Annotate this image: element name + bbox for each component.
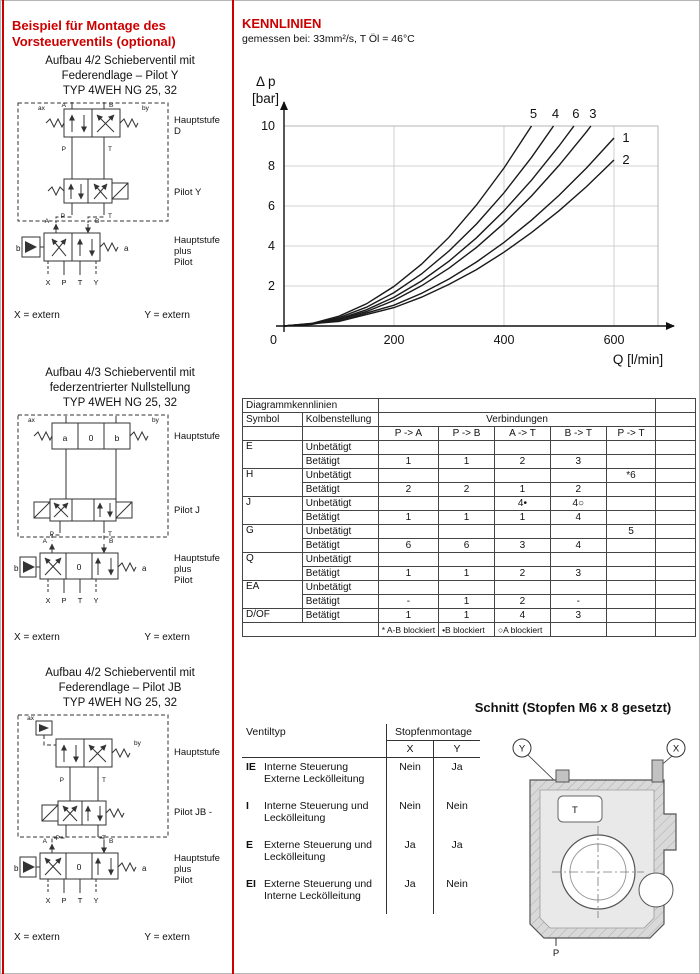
port-label-y: Y	[93, 595, 99, 605]
value-cell: 1	[439, 455, 495, 469]
footnote-cell: ○A blockiert	[494, 623, 550, 637]
heading-line: Aufbau 4/2 Schieberventil mit	[45, 667, 195, 679]
port-label-a: A	[61, 101, 66, 109]
heading-line: Federendlage – Pilot JB	[58, 681, 182, 694]
spring-label-a: a	[124, 243, 129, 253]
value-cell	[494, 469, 550, 483]
value-cell: 3	[550, 455, 606, 469]
value-cell: 1	[439, 511, 495, 525]
spool-label-0: 0	[76, 561, 82, 572]
stopfen-x-value: Ja	[387, 836, 434, 875]
table-cell	[606, 623, 656, 637]
pilot-valve	[42, 801, 124, 833]
value-cell	[378, 497, 438, 511]
value-cell	[606, 483, 656, 497]
value-cell	[378, 553, 438, 567]
heading-line: TYP 4WEH NG 25, 32	[62, 696, 178, 709]
table-cell	[550, 623, 606, 637]
state-cell: Betätigt	[302, 595, 378, 609]
state-cell: Betätigt	[302, 511, 378, 525]
spool-label-a: a	[62, 432, 68, 443]
value-cell	[550, 553, 606, 567]
chart-grid	[284, 126, 658, 326]
value-cell	[606, 595, 656, 609]
extern-note-row	[14, 310, 190, 321]
port-label-t: T	[102, 834, 106, 842]
value-cell	[378, 469, 438, 483]
extern-note-row	[14, 632, 190, 643]
side-label-plus: plus	[174, 245, 192, 257]
value-cell	[606, 455, 656, 469]
value-cell: 3	[494, 539, 550, 553]
port-label-y: Y	[93, 895, 99, 905]
port-label-a: A	[44, 217, 49, 225]
value-cell	[494, 581, 550, 595]
table-cell	[656, 539, 696, 553]
value-cell	[494, 553, 550, 567]
curve-label-3: 3	[589, 106, 597, 121]
col-header-stopfenmontage: Stopfenmontage	[387, 724, 481, 741]
heading-line: TYP 4WEH NG 25, 32	[62, 396, 178, 409]
value-cell: -	[378, 595, 438, 609]
value-cell: 2	[494, 455, 550, 469]
stopfen-x-value: Nein	[387, 797, 434, 836]
symbol-cell: E	[243, 441, 303, 469]
port-label-t: T	[102, 776, 106, 784]
value-cell	[439, 525, 495, 539]
heading-line: Aufbau 4/3 Schieberventil mit	[45, 367, 195, 379]
value-cell: 4○	[550, 497, 606, 511]
value-cell: 2	[550, 483, 606, 497]
table-cell	[656, 441, 696, 455]
value-cell	[378, 441, 438, 455]
table-cell	[656, 399, 696, 413]
value-cell	[550, 525, 606, 539]
callout-y-label: Y	[518, 743, 526, 755]
value-cell	[550, 581, 606, 595]
heading-line: TYP 4WEH NG 25, 32	[62, 84, 178, 97]
side-label-pilot: Pilot JB -	[174, 806, 213, 818]
pilot-valve	[34, 499, 132, 529]
value-cell: 1	[378, 567, 438, 581]
symbol-cell: J	[243, 497, 303, 525]
extern-y-note: Y = extern	[144, 631, 190, 643]
port-label-b: B	[109, 837, 114, 845]
ventiltyp-code: E	[246, 839, 254, 851]
ventiltyp-code: IE	[246, 761, 256, 773]
side-label-plus: plus	[174, 863, 192, 875]
solenoid-label-ax: ax	[38, 104, 45, 112]
side-bore	[639, 873, 673, 907]
side-label-hauptstufe-plus: Hauptstufe	[174, 852, 220, 864]
side-label-hauptstufe-plus: Hauptstufe	[174, 552, 220, 564]
curve-label-4: 4	[551, 106, 560, 121]
value-cell	[606, 609, 656, 623]
desc-line: Interne Leckölleitung	[264, 890, 361, 902]
stopfen-x-value: Ja	[387, 875, 434, 914]
ventiltyp-desc-cell	[242, 797, 387, 836]
value-cell	[606, 511, 656, 525]
port-label-a: A	[42, 837, 47, 845]
pilot-valve	[48, 179, 128, 211]
port-label-p: P	[55, 834, 60, 842]
dtable-title: Diagrammkennlinien	[243, 399, 379, 413]
section-4-3	[8, 366, 232, 643]
port-label-t: T	[108, 145, 112, 153]
extern-y-note: Y = extern	[144, 309, 190, 321]
value-cell: 2	[378, 483, 438, 497]
stopfen-y-value: Nein	[446, 878, 468, 890]
side-label-hauptstufe: Hauptstufe	[174, 114, 220, 126]
hydraulic-schematic-3	[8, 711, 226, 925]
heading-line: Federendlage – Pilot Y	[61, 69, 179, 82]
extern-y-note: Y = extern	[144, 931, 190, 943]
table-cell	[378, 399, 656, 413]
stopfen-y-value: Ja	[451, 761, 463, 773]
value-cell	[550, 469, 606, 483]
table-cell	[656, 567, 696, 581]
desc-line: Leckölleitung	[264, 812, 326, 824]
y-axis-title: [bar]	[252, 91, 280, 106]
state-cell: Unbetätigt	[302, 581, 378, 595]
port-label-t: T	[108, 212, 112, 220]
stopfen-y-value: Ja	[451, 839, 463, 851]
curve-label-6: 6	[572, 106, 580, 121]
port-label-t: T	[77, 595, 83, 605]
value-cell: 4•	[494, 497, 550, 511]
port-label-a: A	[42, 537, 47, 545]
state-cell: Unbetätigt	[302, 525, 378, 539]
p-port-label: P	[552, 948, 560, 959]
schnitt-drawing	[506, 722, 692, 962]
solenoid-label-ax: ax	[28, 416, 35, 424]
side-label-plus: plus	[174, 563, 192, 575]
value-cell	[606, 497, 656, 511]
sub-header-y: Y	[434, 741, 481, 758]
value-cell: 2	[494, 595, 550, 609]
ventiltyp-table	[242, 724, 480, 914]
callout-x-label: X	[672, 743, 680, 755]
state-cell: Betätigt	[302, 539, 378, 553]
desc-line: Leckölleitung	[264, 851, 326, 863]
desc-line: Externe Leckölleitung	[264, 773, 365, 785]
port-label-p: P	[61, 895, 67, 905]
solenoid-label-b: b	[14, 563, 19, 573]
value-cell: 4	[494, 609, 550, 623]
extern-note-row	[14, 932, 190, 943]
table-cell	[656, 595, 696, 609]
value-cell	[606, 553, 656, 567]
main-stage-valve	[36, 721, 130, 775]
port-label-p: P	[61, 595, 67, 605]
value-cell	[550, 441, 606, 455]
state-cell: Unbetätigt	[302, 441, 378, 455]
table-cell	[656, 553, 696, 567]
chart-tick-label: 200	[383, 333, 405, 347]
col-header-verbindungen: Verbindungen	[378, 413, 656, 427]
y-axis-title: Δ p	[256, 74, 276, 89]
value-cell: 6	[439, 539, 495, 553]
value-cell: 1	[378, 455, 438, 469]
spring-label-a: a	[142, 563, 147, 573]
side-label-pilot: Pilot Y	[174, 186, 202, 198]
port-label-b: B	[95, 217, 100, 225]
value-cell: -	[550, 595, 606, 609]
value-cell	[439, 497, 495, 511]
schnitt-heading: Schnitt (Stopfen M6 x 8 gesetzt)	[474, 700, 672, 715]
extern-x-note: X = extern	[14, 931, 60, 943]
desc-line: IE Interne Steuerung	[246, 761, 349, 773]
section-4-2-pilot-y	[8, 54, 232, 321]
callout-y	[513, 739, 558, 784]
state-cell: Unbetätigt	[302, 469, 378, 483]
ventiltyp-desc-cell	[242, 758, 387, 798]
left-title-line2: Vorsteuerventils (optional)	[12, 34, 176, 50]
value-cell	[494, 525, 550, 539]
col-header-kolbenstellung: Kolbenstellung	[302, 413, 378, 427]
plug-y	[556, 770, 569, 782]
port-label-x: X	[45, 277, 51, 287]
port-label-x: X	[45, 895, 51, 905]
section-4-2-pilot-jb	[8, 666, 232, 943]
sub-header-x: X	[387, 741, 434, 758]
kennlinien-chart	[240, 56, 680, 376]
port-label-x: X	[45, 595, 51, 605]
footnote-cell: * A-B blockiert	[378, 623, 438, 637]
curve-6	[284, 126, 574, 326]
value-cell	[439, 553, 495, 567]
ventiltyp-code: I	[246, 800, 249, 812]
heading-line: federzentrierter Nullstellung	[49, 381, 191, 394]
main-stage-valve	[46, 102, 138, 145]
symbol-cell: EA	[243, 581, 303, 609]
extern-x-note: X = extern	[14, 631, 60, 643]
value-cell	[606, 539, 656, 553]
curve-label-1: 1	[622, 130, 630, 145]
stopfen-y-value: Nein	[446, 800, 468, 812]
diagramm-kennlinien-table	[242, 398, 696, 637]
state-cell: Betätigt	[302, 567, 378, 581]
ventiltyp-desc-cell	[242, 836, 387, 875]
section-heading	[8, 366, 232, 411]
ventiltyp-code: EI	[246, 878, 256, 890]
port-label-p: P	[60, 212, 65, 220]
chart-tick-label: 8	[268, 159, 275, 173]
chart-tick-label: 400	[493, 333, 515, 347]
value-cell	[378, 581, 438, 595]
state-cell: Betätigt	[302, 609, 378, 623]
desc-line: EI Externe Steuerung und	[246, 878, 372, 890]
value-cell: 1	[439, 567, 495, 581]
table-cell	[656, 609, 696, 623]
conn-header: P -> B	[439, 427, 495, 441]
table-cell	[656, 581, 696, 595]
port-label-t: T	[108, 530, 112, 538]
value-cell: 3	[550, 567, 606, 581]
value-cell	[378, 525, 438, 539]
t-cavity	[558, 796, 602, 822]
left-column	[8, 0, 232, 974]
port-label-p: P	[61, 145, 66, 153]
value-cell	[439, 469, 495, 483]
value-cell: 1	[494, 483, 550, 497]
side-label-hauptstufe-d: D	[174, 125, 181, 137]
port-label-b: B	[109, 101, 114, 109]
col-header-symbol: Symbol	[243, 413, 303, 427]
left-title	[12, 18, 176, 51]
state-cell: Betätigt	[302, 483, 378, 497]
conn-header: A -> T	[494, 427, 550, 441]
conn-header: B -> T	[550, 427, 606, 441]
chart-tick-label: 0	[270, 333, 277, 347]
hydraulic-schematic-1	[8, 99, 226, 303]
col-header-ventiltyp: Ventiltyp	[242, 724, 387, 758]
heading-line: Aufbau 4/2 Schieberventil mit	[45, 55, 195, 67]
solenoid-label-by: by	[152, 416, 159, 424]
solenoid-label-b: b	[16, 243, 21, 253]
solenoid-label-by: by	[142, 104, 149, 112]
value-cell: *6	[606, 469, 656, 483]
state-cell: Betätigt	[302, 455, 378, 469]
value-cell	[439, 581, 495, 595]
symbol-cell: G	[243, 525, 303, 553]
table-cell	[656, 413, 696, 427]
symbol-cell: D/OF	[243, 609, 303, 623]
port-label-p: P	[61, 277, 67, 287]
value-cell: 5	[606, 525, 656, 539]
left-title-line1: Beispiel für Montage des	[12, 18, 166, 33]
curve-2	[284, 160, 614, 326]
section-heading	[8, 666, 232, 711]
spool-label-b: b	[114, 432, 120, 443]
value-cell: 1	[439, 609, 495, 623]
value-cell: 1	[378, 511, 438, 525]
desc-line: E Externe Steuerung und	[246, 839, 372, 851]
extern-x-note: X = extern	[14, 309, 60, 321]
curve-label-5: 5	[529, 106, 538, 121]
table-cell	[656, 483, 696, 497]
spool-label-0: 0	[88, 432, 94, 443]
solenoid-label-ax: ax	[27, 714, 34, 722]
combined-valve	[22, 224, 118, 275]
table-cell	[243, 427, 303, 441]
port-label-y: Y	[93, 277, 99, 287]
table-cell	[656, 469, 696, 483]
table-cell	[656, 511, 696, 525]
chart-tick-label: 600	[603, 333, 625, 347]
ventiltyp-desc-cell	[242, 875, 387, 914]
symbol-cell: Q	[243, 553, 303, 581]
spring-label-a: a	[142, 863, 147, 873]
t-port-label: T	[572, 805, 578, 816]
side-label-hauptstufe: Hauptstufe	[174, 430, 220, 442]
table-cell	[656, 623, 696, 637]
conn-header: P -> A	[378, 427, 438, 441]
state-cell: Unbetätigt	[302, 553, 378, 567]
table-cell	[656, 497, 696, 511]
value-cell: 2	[439, 483, 495, 497]
curve-4	[284, 126, 554, 326]
chart-curves	[284, 126, 614, 326]
spool-label-0: 0	[76, 861, 82, 872]
port-label-t: T	[77, 277, 83, 287]
value-cell: 6	[378, 539, 438, 553]
table-cell	[656, 525, 696, 539]
side-label-hauptstufe-plus: Hauptstufe	[174, 234, 220, 246]
side-label-pilot2: Pilot	[174, 874, 193, 886]
symbol-cell: H	[243, 469, 303, 497]
side-label-pilot2: Pilot	[174, 256, 193, 268]
value-cell: 4	[550, 539, 606, 553]
kennlinien-title: KENNLINIEN	[242, 16, 322, 31]
hydraulic-schematic-2	[8, 411, 226, 625]
spring-label-by: by	[134, 739, 141, 747]
curve-3	[284, 126, 591, 326]
kennlinien-subtitle: gemessen bei: 33mm²/s, T Öl = 46°C	[242, 33, 415, 45]
value-cell	[606, 581, 656, 595]
value-cell: 2	[494, 567, 550, 581]
solenoid-label-b: b	[14, 863, 19, 873]
plug-x	[652, 760, 663, 782]
right-column	[240, 0, 696, 974]
table-cell	[656, 427, 696, 441]
value-cell	[439, 441, 495, 455]
value-cell: 3	[550, 609, 606, 623]
state-cell: Unbetätigt	[302, 497, 378, 511]
value-cell	[606, 567, 656, 581]
port-label-p: P	[59, 776, 64, 784]
value-cell: 4	[550, 511, 606, 525]
side-label-hauptstufe: Hauptstufe	[174, 746, 220, 758]
value-cell	[494, 441, 550, 455]
table-cell	[302, 427, 378, 441]
port-label-p: P	[49, 530, 54, 538]
chart-tick-label: 6	[268, 199, 275, 213]
footnote-cell: •B blockiert	[439, 623, 495, 637]
conn-header: P -> T	[606, 427, 656, 441]
x-axis-title: Q [l/min]	[612, 352, 664, 367]
chart-tick-label: 4	[268, 239, 275, 253]
curve-label-2: 2	[622, 152, 630, 167]
side-label-pilot2: Pilot	[174, 574, 193, 586]
value-cell: 1	[494, 511, 550, 525]
value-cell: 1	[439, 595, 495, 609]
table-cell	[656, 455, 696, 469]
side-label-pilot: Pilot J	[174, 504, 200, 516]
port-label-b: B	[109, 537, 114, 545]
port-label-t: T	[77, 895, 83, 905]
chart-tick-label: 10	[261, 119, 275, 133]
desc-line: I Interne Steuerung und	[246, 800, 369, 812]
curve-5	[284, 126, 532, 326]
table-cell	[243, 623, 379, 637]
stopfen-x-value: Nein	[387, 758, 434, 798]
chart-tick-label: 2	[268, 279, 275, 293]
column-divider-rule	[232, 0, 234, 974]
section-heading	[8, 54, 232, 99]
red-edge-rule	[2, 0, 4, 974]
value-cell: 1	[378, 609, 438, 623]
value-cell	[606, 441, 656, 455]
